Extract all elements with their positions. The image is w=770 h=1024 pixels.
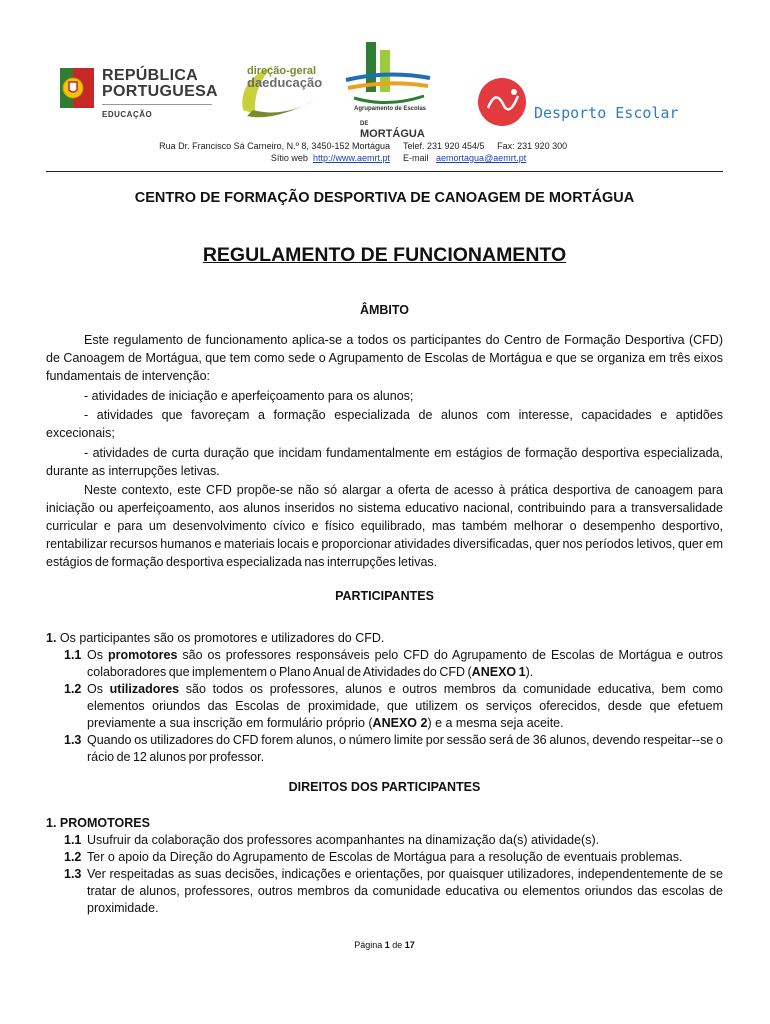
- site-link[interactable]: http://www.aemrt.pt: [312, 153, 390, 163]
- item-number: 1.2: [64, 682, 82, 696]
- direitos-item-1-2: Ter o apoio da Direção do Agrupamento de Escolas de Mortágua para a resolução de eventuais problemas.: [87, 850, 683, 864]
- page-footer: Página 1 de 17: [354, 940, 415, 950]
- email-link[interactable]: aemortagua@aemrt.pt: [436, 153, 527, 163]
- address-line: Rua Dr. Francisco Sá Carneiro, N.º 8, 3450-152 Mortágua: [159, 141, 390, 151]
- dge-logo: [233, 60, 323, 122]
- dge-line2: da: [247, 75, 263, 90]
- promotores-term: promotores: [107, 648, 178, 662]
- center-title: CENTRO DE FORMAÇÃO DESPORTIVA DE CANOAGEM DE MORTÁGUA: [134, 190, 635, 206]
- promotores-subheading: PROMOTORES: [59, 816, 150, 830]
- item-number: 1.3: [64, 733, 82, 747]
- dge-line3: educação: [262, 75, 323, 90]
- ambito-bullet-2: - atividades que favoreçam a formação especializada de alunos com interesse, capacidades e aptidões excecionais;: [46, 408, 723, 440]
- rp-line2: PORTUGUESA: [102, 83, 218, 100]
- ambito-bullet-1: - atividades de iniciação e aperfeiçoamento para os alunos;: [84, 389, 414, 403]
- ambito-paragraph-2: Neste contexto, este CFD propõe-se não só alargar a oferta de acesso à prática desportiva de canoagem para iniciação ou aperfeiçoamento, aos alunos inseridos no sistema educativo nacional, contribuindo para a transversalidade curricular e para um desenvolvimento cívico e físico equilibrado, mas também melhorar o desempenho desportivo, rentabilizar recursos humanos e materiais locais e proporcionar atividades diversificadas, quer nos períodos letivos, quer em estágios de formação desportiva especializada nas interrupções letivas.: [46, 483, 723, 569]
- direitos-subheading: 1. PROMOTORES: [46, 816, 150, 830]
- document-title: REGULAMENTO DE FUNCIONAMENTO: [202, 244, 567, 266]
- republica-portuguesa-logo: [60, 68, 220, 128]
- desporto-escolar-label: Desporto Escolar: [534, 104, 679, 122]
- portugal-emblem-icon: [60, 68, 94, 108]
- rp-subtitle: EDUCAÇÃO: [102, 110, 153, 119]
- desporto-escolar-emblem-icon: [478, 78, 526, 126]
- rp-line1: REPÚBLICA: [102, 67, 199, 84]
- direitos-item-1-3: Ver respeitadas as suas decisões, indicações e orientações, por quaisquer utilizadores, independentemente de se tratar de alunos, professores, outros membros da comunidade educativa ou elementos oriundos das escolas de proximidade.: [87, 867, 723, 915]
- section-heading-ambito: ÂMBITO: [359, 303, 410, 317]
- item-number: 1.1: [64, 833, 82, 847]
- participantes-item-1-1: Os promotores são os professores responsáveis pelo CFD do Agrupamento de Escolas de Mortágua e outros colaboradores que implementem o Plano Anual de Atividades do CFD (ANEXO 1).: [87, 648, 724, 679]
- utilizadores-term: utilizadores: [109, 682, 180, 696]
- participantes-item-1-2: Os utilizadores são todos os professores, alunos e outros membros da comunidade educativa, bem como elementos oriundos das Escolas de proximidade, que utilizem os serviços oferecidos, desde que efetuem previamente a sua inscrição em formulário próprio (ANEXO 2) e a mesma seja aceite.: [87, 682, 723, 730]
- agrupamento-logo: [340, 40, 435, 140]
- agrupamento-emblem-icon: [340, 40, 435, 110]
- anexo-1-ref: ANEXO 1: [471, 665, 526, 679]
- phone: Telef. 231 920 454/5: [403, 141, 485, 151]
- item-number: 1.: [46, 631, 57, 645]
- item-text: Os participantes são os promotores e utilizadores do CFD.: [59, 631, 385, 645]
- ambito-paragraph-1: Este regulamento de funcionamento aplica-se a todos os participantes do Centro de Formação Desportiva (CFD) de Canoagem de Mortágua, que tem como sede o Agrupamento de Escolas de Mortágua e que se organiza em três eixos fundamentais de intervenção:: [46, 333, 723, 383]
- page-total: 17: [404, 940, 415, 950]
- item-number: 1.2: [64, 850, 82, 864]
- direitos-item-1-1: Usufruir da colaboração dos professores acompanhantes na dinamização da(s) atividade(s).: [87, 833, 600, 847]
- fax: Fax: 231 920 300: [497, 141, 568, 151]
- email-label: E-mail: [403, 153, 429, 163]
- site-label: Sítio web: [270, 153, 308, 163]
- item-number: 1.1: [64, 648, 82, 662]
- aem-prefix: DE: [360, 121, 369, 127]
- dge-line1: direção-geral: [247, 65, 317, 77]
- participantes-item-1: [46, 630, 723, 647]
- address-left: [154, 140, 390, 164]
- item-number: 1.3: [64, 867, 82, 881]
- header-divider: [46, 171, 723, 172]
- participantes-item-1-3: Quando os utilizadores do CFD forem alunos, o número limite por sessão será de 36 alunos, devendo respeitar--se o rácio de 12 alunos por professor.: [87, 733, 723, 764]
- ambito-bullet-3: - atividades de curta duração que incidam fundamentalmente em estágios de formação desportiva especializada, durante as interrupções letivas.: [46, 446, 723, 478]
- rp-divider: [102, 104, 212, 105]
- section-heading-direitos: DIREITOS DOS PARTICIPANTES: [288, 780, 481, 794]
- desporto-escolar-logo: [478, 78, 718, 130]
- anexo-2-ref: ANEXO 2: [372, 716, 428, 730]
- aem-line2: MORTÁGUA: [360, 128, 425, 140]
- aem-line1: Agrupamento de Escolas: [354, 106, 427, 112]
- address-right: [403, 140, 567, 164]
- header-logos: [0, 40, 770, 140]
- page-number: 1: [384, 940, 390, 950]
- section-heading-participantes: PARTICIPANTES: [335, 589, 434, 603]
